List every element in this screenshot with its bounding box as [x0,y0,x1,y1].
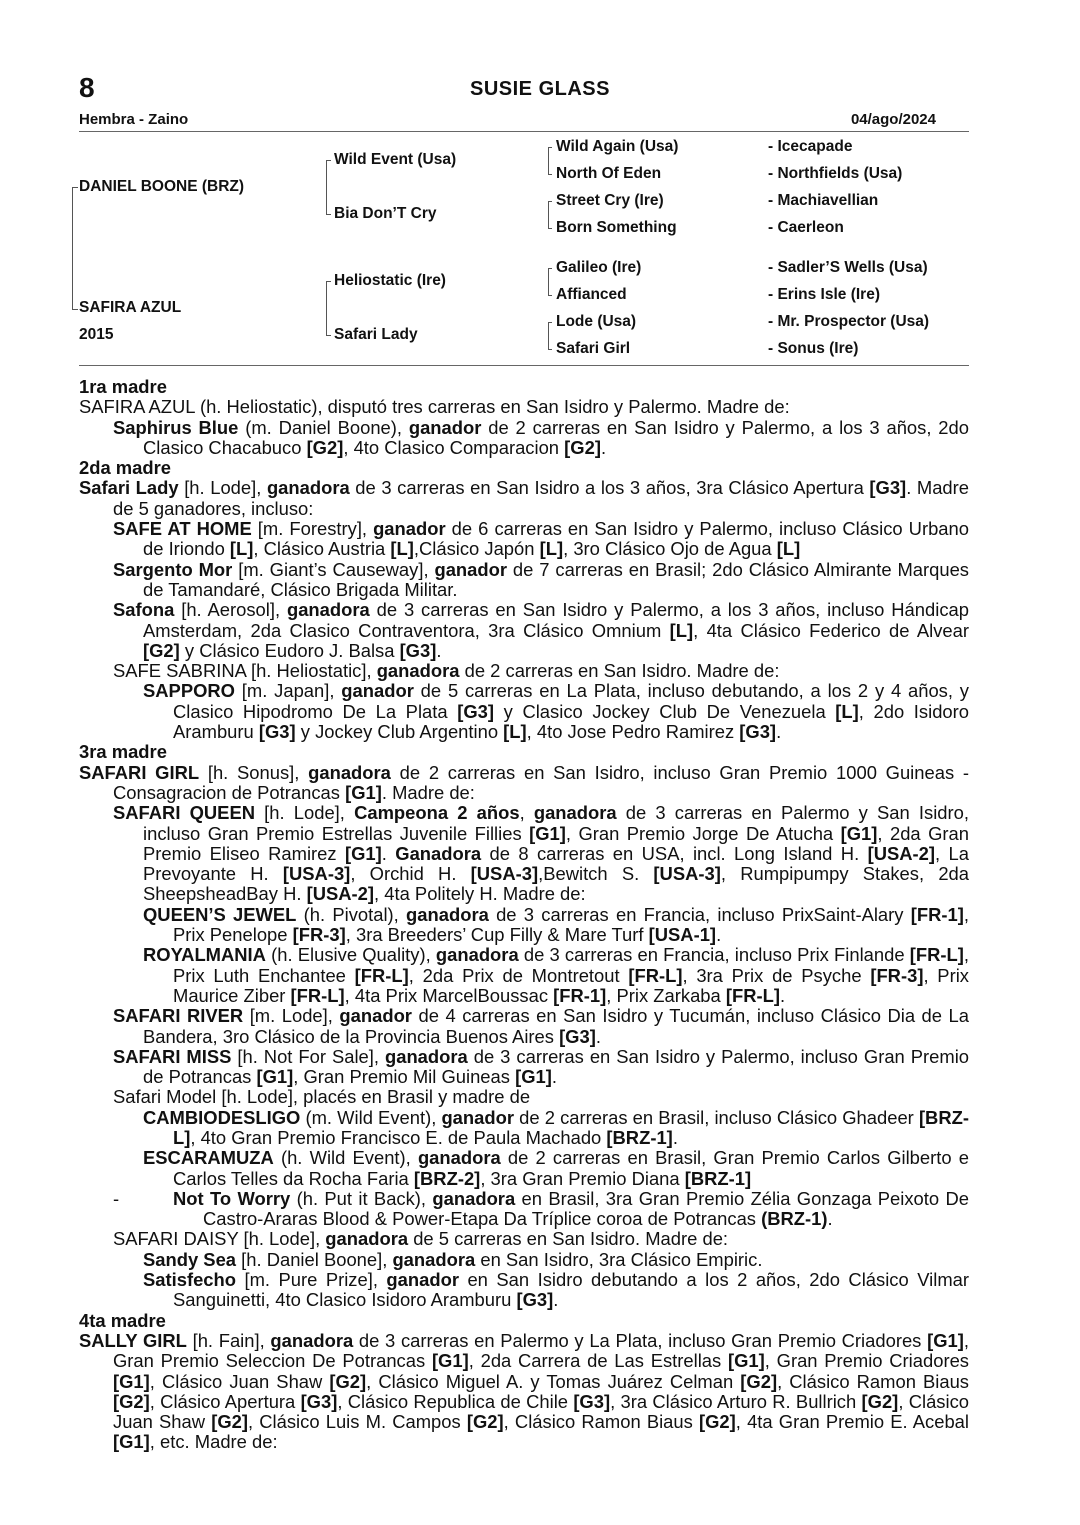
paragraph: SAFARI GIRL [h. Sonus], ganadora de 2 carreras en San Isidro, incluso Gran Premio 1000 Guineas - Consagracion de Potrancas [G1]. Madre de: [79,761,970,803]
paragraph: SAFARI QUEEN [h. Lode], Campeona 2 años, ganadora de 3 carreras en Palermo y San Isidro, incluso Gran Premio Estrellas Juvenile Fillies [G1], Gran Premio Jorge De Atucha [G1], 2da Gran Premio Eliseo Ramirez [G1]. Ganadora de 8 carreras en USA, incl. Long Island H. [USA-2], La Prevoyante H. [USA-3], Orchid H. [USA-3],Bewitch S. [USA-3], Rumpipumpy Stakes, 2da SheepsheadBay H. [USA-2], 4ta Politely H. Madre de: [113,802,969,905]
gen3-8: Safari Girl [556,340,631,357]
paragraph: Sandy Sea [h. Daniel Boone], ganadora en San Isidro, 3ra Clásico Empiric. [143,1248,763,1270]
gen3-1: Wild Again (Usa) [556,138,679,155]
paragraph: Safari Lady [h. Lode], ganadora de 3 carreras en San Isidro a los 3 años, 3ra Clásico Apertura [G3]. Madre de 5 ganadores, incluso: [79,477,969,519]
dam-sire: Heliostatic (Ire) [334,272,446,289]
dam-year: 2015 [79,326,114,343]
sex-color: Hembra - Zaino [79,111,189,128]
section-heading: 1ra madre [79,376,167,397]
gen4-6: - Erins Isle (Ire) [768,286,880,303]
horse-name: SUSIE GLASS [470,78,610,100]
sire: DANIEL BOONE (BRZ) [79,178,245,195]
gen4-4: - Caerleon [768,219,844,236]
section-heading: 3ra madre [79,741,167,763]
paragraph: ROYALMANIA (h. Elusive Quality), ganadora de 3 carreras en Francia, incluso Prix Finlande [FR-L], Prix Luth Enchantee [FR-L], 2da Prix de Montretout [FR-L], 3ra Prix de Psyche [FR-3], Prix Maurice Ziber [FR-L], 4ta Prix MarcelBoussac [FR-1], Prix Zarkaba [FR-L]. [143,944,969,1006]
paragraph: SAFE AT HOME [m. Forestry], ganador de 6 carreras en San Isidro y Palermo, incluso Clásico Urbano de Iriondo [L], Clásico Austria [L],Clásico Japón [L], 3ro Clásico Ojo de Agua [L] [113,518,969,560]
paragraph: - Not To Worry (h. Put it Back), ganadora en Brasil, 3ra Gran Premio Zélia Gonzaga Peixoto De Castro-Araras Blood & Power-Etapa Da Tríplice coroa de Potrancas (BRZ-1). [113,1187,969,1230]
gen3-2: North Of Eden [556,165,662,182]
paragraph: SAPPORO [m. Japan], ganador de 5 carreras en La Plata, incluso debutando, a los 2 y 4 años, y Clasico Hipodromo De La Plata [G3] y Clasico Jockey Club De Venezuela [L], 2do Isidoro Aramburu [G3] y Jockey Club Argentino [L], 4to Jose Pedro Ramirez [G3]. [143,680,970,743]
pedigree-line [72,187,73,309]
gen4-1: - Icecapade [768,138,853,155]
lot-number: 8 [79,72,95,103]
dam: SAFIRA AZUL [79,299,182,316]
section-heading: 2da madre [79,457,171,479]
paragraph: SAFARI RIVER [m. Lode], ganador de 4 carreras en San Isidro y Tucumán, incluso Clásico Dia de La Bandera, 3ro Clásico de la Provincia Buenos Aires [G3]. [113,1005,969,1047]
paragraph: Satisfecho [m. Pure Prize], ganador en San Isidro debutando a los 2 años, 2do Clásico Vilmar Sanguinetti, 4to Clasico Isidoro Aramburu [G3]. [143,1269,969,1311]
paragraph: SALLY GIRL [h. Fain], ganadora de 3 carreras en Palermo y La Plata, incluso Gran Premio Criadores [G1], Gran Premio Seleccion De Potrancas [G1], 2da Carrera de Las Estrellas [G1], Gran Premio Criadores [G1], Clásico Juan Shaw [G2], Clásico Miguel A. y Tomas Juárez Celman [G2], Clásico Ramon Biaus [G2], Clásico Apertura [G3], Clásico Republica de Chile [G3], 3ra Clásico Arturo R. Bullrich [G2], Clásico Juan Shaw [G2], Clásico Luis M. Campos [G2], Clásico Ramon Biaus [G2], 4ta Gran Premio E. Acebal [G1], etc. Madre de: [79,1329,970,1453]
paragraph: QUEEN’S JEWEL (h. Pivotal), ganadora de 3 carreras en Francia, incluso PrixSaint-Alary [FR-1], Prix Penelope [FR-3], 3ra Breeders’ Cup Filly & Mare Turf [USA-1]. [143,903,969,946]
gen3-7: Lode (Usa) [556,313,637,330]
paragraph: Saphirus Blue (m. Daniel Boone), ganador de 2 carreras en San Isidro y Palermo, a los 3 años, 2do Clasico Chacabuco [G2], 4to Clasico Comparacion [G2]. [113,416,969,458]
gen4-8: - Sonus (Ire) [768,340,859,357]
section-heading: 4ta madre [79,1309,166,1331]
gen3-3: Street Cry (Ire) [556,192,664,209]
gen4-3: - Machiavellian [768,192,879,209]
paragraph: CAMBIODESLIGO (m. Wild Event), ganador de 2 carreras en Brasil, incluso Clásico Ghadeer [BRZ-L], 4to Gran Premio Francisco E. de Paula Machado [BRZ-1]. [143,1106,969,1148]
pedigree-divider [79,365,969,366]
paragraph: SAFARI MISS [h. Not For Sale], ganadora de 3 carreras en San Isidro y Palermo, incluso Gran Premio de Potrancas [G1], Gran Premio Mil Guineas [G1]. [113,1045,970,1088]
gen3-6: Affianced [556,286,627,303]
paragraph: SAFARI DAISY [h. Lode], ganadora de 5 carreras en San Isidro. Madre de: [113,1228,729,1250]
paragraph: Safona [h. Aerosol], ganadora de 3 carreras en San Isidro y Palermo, a los 3 años, incluso Hándicap Amsterdam, 2da Clasico Contraventora, 3ra Clásico Omnium [L], 4ta Clásico Federico de Alvear [G2] y Clásico Eudoro J. Balsa [G3]. [113,599,969,661]
dam-dam: Safari Lady [334,326,418,343]
sire-sire: Wild Event (Usa) [334,151,457,168]
gen4-2: - Northfields (Usa) [768,165,903,182]
gen3-5: Galileo (Ire) [556,259,642,276]
top-divider [79,131,969,132]
gen4-5: - Sadler’S Wells (Usa) [768,259,928,276]
paragraph: ESCARAMUZA (h. Wild Event), ganadora de 2 carreras en Brasil, Gran Premio Carlos Gilberto e Carlos Telles da Rocha Faria [BRZ-2], 3ra Gran Premio Diana [BRZ-1] [143,1147,969,1189]
paragraph: Sargento Mor [m. Giant’s Causeway], ganador de 7 carreras en Brasil; 2do Clásico Almirante Marques de Tamandaré, Clásico Brigada Militar. [113,558,970,600]
paragraph: SAFIRA AZUL (h. Heliostatic), disputó tres carreras en San Isidro y Palermo. Madre de: [79,396,790,418]
paragraph: Safari Model [h. Lode], placés en Brasil y madre de [113,1086,531,1108]
gen4-7: - Mr. Prospector (Usa) [768,313,930,330]
produce-record [79,377,969,1453]
gen3-4: Born Something [556,219,677,236]
paragraph: SAFE SABRINA [h. Heliostatic], ganadora de 2 carreras en San Isidro. Madre de: [113,660,780,682]
catalog-date: 04/ago/2024 [850,111,936,128]
sire-dam: Bia Don’T Cry [334,205,437,222]
